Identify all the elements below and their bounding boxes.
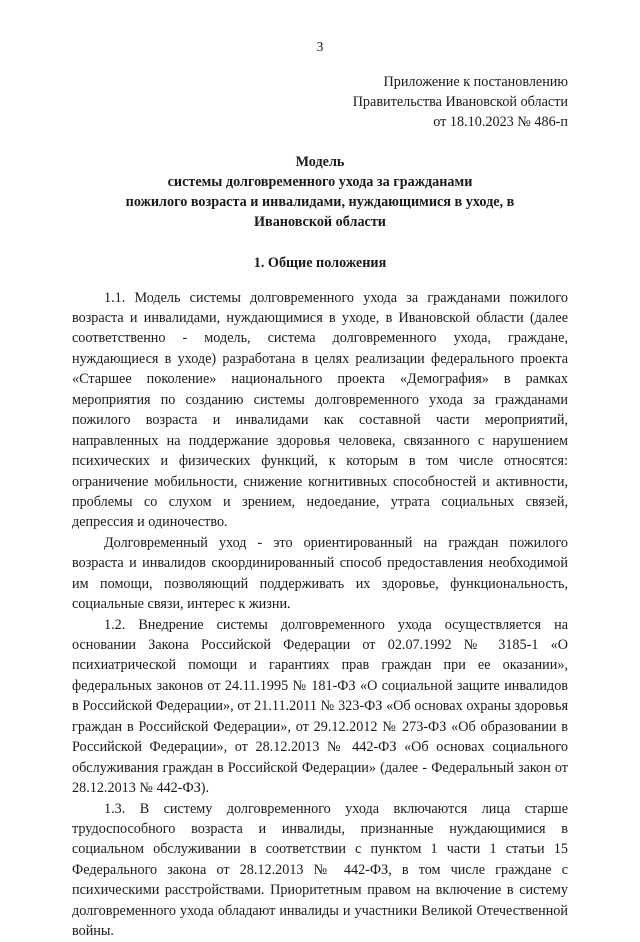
- title-line-3: пожилого возраста и инвалидами, нуждающимися в уходе, в: [125, 194, 515, 211]
- appendix-line-1: Приложение к постановлению: [383, 73, 568, 90]
- appendix-line-2: Правительства Ивановской области: [352, 93, 568, 110]
- page-number: 3: [316, 39, 324, 54]
- page-title: [72, 152, 568, 233]
- paragraph-1-3: 1.3. В систему долговременного ухода включаются лица старше трудоспособного возраста и инвалиды, признанные нуждающимися в социальном обслуживании в соответствии с пунктом 1 части 1 статьи 15 Федерального закона от 28.12.2013 № 442-ФЗ, в том числе граждане с психическими расстройствами. Приоритетным правом на включение в систему долговременного ухода обладают инвалиды и участники Великой Отечественной войны.: [72, 800, 568, 940]
- title-line-4: Ивановской области: [254, 214, 386, 231]
- paragraph-1-2: 1.2. Внедрение системы долговременного ухода осуществляется на основании Закона Российской Федерации от 02.07.1992 № 3185-1 «О психиатрической помощи и гарантиях прав граждан при ее оказании», федеральных законов от 24.11.1995 № 181-ФЗ «О социальной защите инвалидов в Российской Федерации», от 21.11.2011 № 323-ФЗ «Об основах охраны здоровья граждан в Российской Федерации», от 29.12.2012 № 273-ФЗ «Об образовании в Российской Федерации», от 28.12.2013 № 442-ФЗ «Об основах социального обслуживания граждан в Российской Федерации» (далее - Федеральный закон от 28.12.2013 № 442-ФЗ).: [72, 616, 568, 797]
- appendix-reference: [72, 72, 568, 132]
- section-heading: 1. Общие положения: [253, 254, 387, 271]
- appendix-line-3: от 18.10.2023 № 486-п: [433, 113, 568, 130]
- paragraph-definition: Долговременный уход - это ориентированный на граждан пожилого возраста и инвалидов скоординированный способ предоставления необходимой им помощи, позволяющий поддерживать их здоровье, функциональность, социальные связи, интерес к жизни.: [72, 534, 568, 613]
- title-line-1: Модель: [295, 153, 345, 170]
- paragraph-1-1: 1.1. Модель системы долговременного ухода за гражданами пожилого возраста и инвалидами, нуждающимися в уходе, в Ивановской области (далее соответственно - модель, система долговременного ухода, граждане, нуждающиеся в уходе) разработана в целях реализации федерального проекта «Старшее поколение» национального проекта «Демография» в рамках мероприятия по созданию системы долговременного ухода за гражданами пожилого возраста и инвалидами как составной части мероприятий, направленных на поддержание здоровья человека, связанного с нарушением психических и физических функций, к которым в том числе относятся: ограничение мобильности, снижение когнитивных способностей и активности, проблемы со слухом и зрением, недоедание, утрата социальных связей, депрессия и одиночество.: [72, 289, 568, 531]
- title-line-2: системы долговременного ухода за гражданами: [167, 174, 473, 191]
